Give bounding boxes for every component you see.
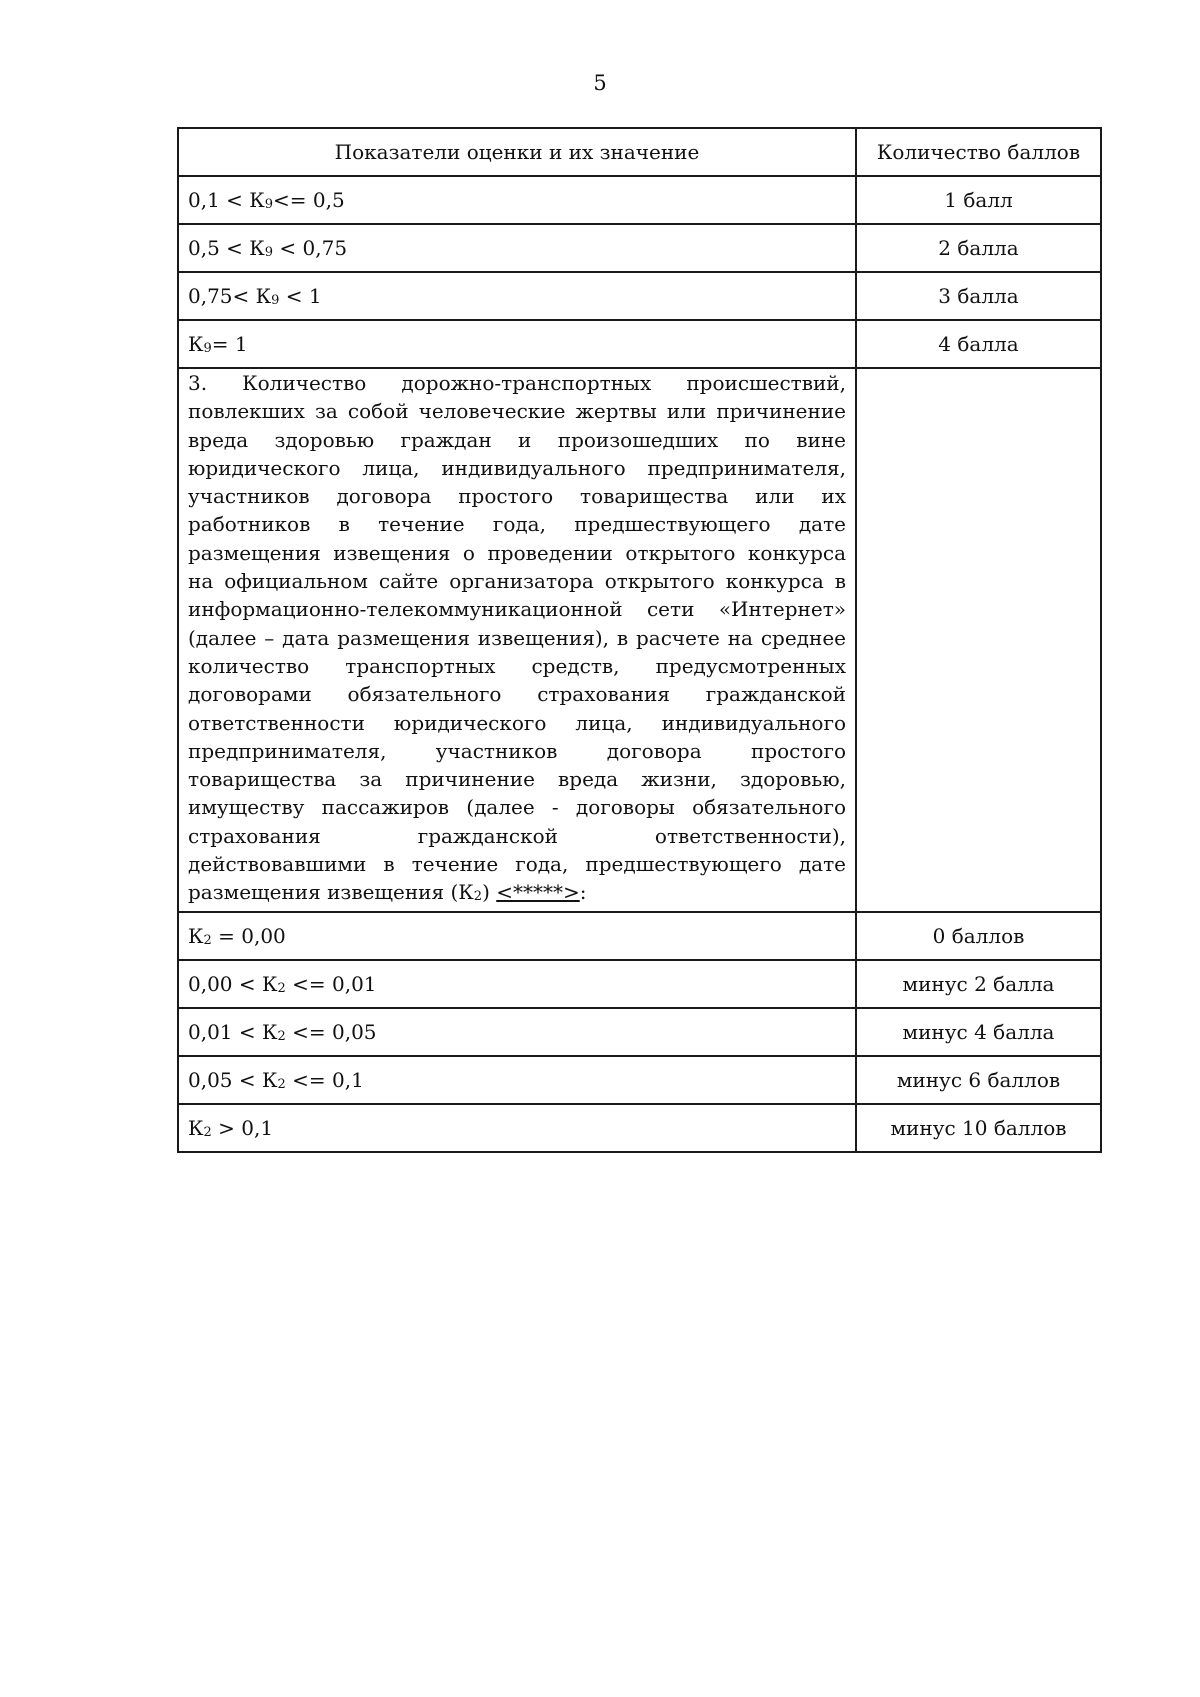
table-row: [178, 224, 1101, 272]
criterion-3-row: [178, 368, 1101, 912]
table-row: [178, 1104, 1101, 1152]
condition-cell: $0,01 < К_2 <= 0,05$: [178, 1008, 856, 1056]
table-row: [178, 1008, 1101, 1056]
points-cell: минус 10 баллов: [856, 1104, 1101, 1152]
points-cell: минус 2 балла: [856, 960, 1101, 1008]
condition-cell: $0,05 < К_2 <= 0,1$: [178, 1056, 856, 1104]
criterion-3-description: 3. Количество дорожно-транспортных происшествий, повлекших за собой человеческие жертвы или причинение вреда здоровью граждан и произошедших по вине юридического лица, индивидуального предпринимателя, участников договора простого товарищества или их работников в течение года, предшествующего дате размещения извещения о проведении открытого конкурса на официальном сайте организатора открытого конкурса в информационно-телекоммуникационной сети «Интернет» (далее – дата размещения извещения), в расчете на среднее количество транспортных средств, предусмотренных договорами обязательного страхования гражданской ответственности юридического лица, индивидуального предпринимателя, участников договора простого товарищества за причинение вреда жизни, здоровью, имуществу пассажиров (далее - договоры обязательного страхования гражданской ответственности), действовавшими в течение года, предшествующего дате размещения извещения $(К_2)$ <*****>:: [178, 368, 856, 912]
page-number: 5: [593, 71, 607, 95]
footnote-reference[interactable]: <*****>: [496, 880, 580, 905]
points-cell: 2 балла: [856, 224, 1101, 272]
table-row: [178, 960, 1101, 1008]
header-indicators: Показатели оценки и их значение: [178, 128, 856, 176]
condition-cell: $0,5 < К_9 < 0,75$: [178, 224, 856, 272]
points-cell: 1 балл: [856, 176, 1101, 224]
condition-cell: $К_2 = 0,00$: [178, 912, 856, 960]
table-row: [178, 912, 1101, 960]
header-points: Количество баллов: [856, 128, 1101, 176]
points-cell: минус 6 баллов: [856, 1056, 1101, 1104]
criterion-3-points-empty: [856, 368, 1101, 912]
condition-cell: $0,1 < К_9<= 0,5$: [178, 176, 856, 224]
points-cell: минус 4 балла: [856, 1008, 1101, 1056]
table-row: [178, 176, 1101, 224]
table-row: [178, 320, 1101, 368]
points-cell: 3 балла: [856, 272, 1101, 320]
points-cell: 4 балла: [856, 320, 1101, 368]
condition-cell: $0,00 < К_2 <= 0,01$: [178, 960, 856, 1008]
scoring-table: [177, 127, 1102, 1153]
condition-cell: $0,75< К_9 < 1$: [178, 272, 856, 320]
condition-cell: $К_9= 1$: [178, 320, 856, 368]
table-row: [178, 272, 1101, 320]
points-cell: 0 баллов: [856, 912, 1101, 960]
condition-cell: $К_2 > 0,1$: [178, 1104, 856, 1152]
table-row: [178, 1056, 1101, 1104]
table-header-row: [178, 128, 1101, 176]
